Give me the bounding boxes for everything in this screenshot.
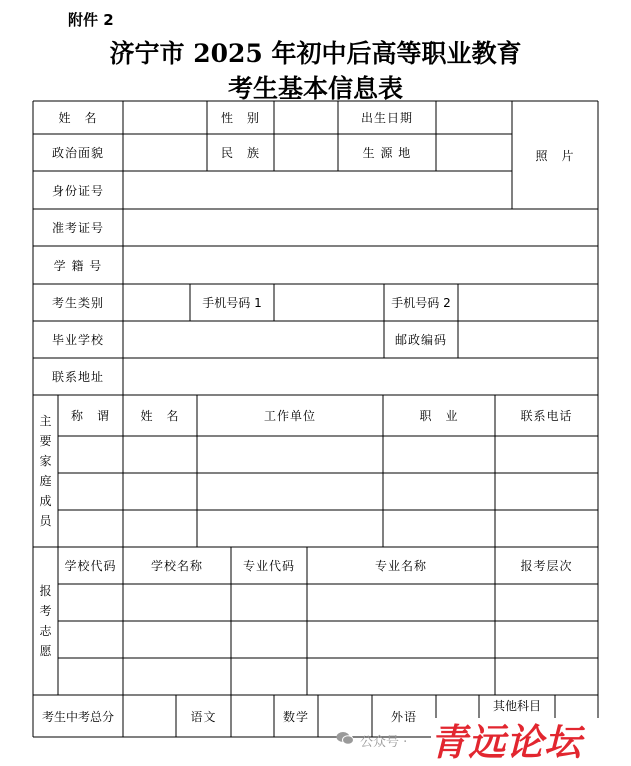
score-english-label: 外语	[390, 709, 417, 724]
gender-label: 性 别	[220, 111, 260, 125]
category-label: 考生类别	[51, 296, 104, 310]
wish-header-school-name: 学校名称	[150, 559, 203, 573]
exam-ticket-label: 准考证号	[51, 221, 104, 235]
address-label: 联系地址	[51, 370, 104, 384]
form-subtitle: 考生基本信息表	[227, 74, 403, 103]
watermark-account: 公众号 ·	[360, 735, 408, 750]
family-header-phone: 联系电话	[520, 409, 573, 423]
photo-label: 照 片	[535, 148, 575, 163]
score-chinese-label: 语文	[190, 709, 217, 724]
school-label: 毕业学校	[51, 333, 104, 347]
family-section-label	[33, 395, 58, 547]
origin-label: 生 源 地	[362, 146, 412, 160]
vertical-label-char: 家	[39, 454, 52, 468]
student-id-label: 学 籍 号	[53, 258, 103, 273]
family-header-workplace: 工作单位	[263, 409, 316, 423]
vertical-label-char: 主	[39, 414, 52, 428]
postcode-label: 邮政编码	[394, 333, 447, 347]
political-status-label: 政治面貌	[51, 146, 104, 160]
vertical-label-char: 愿	[39, 644, 52, 658]
id-number-label: 身份证号	[51, 183, 104, 198]
ethnicity-label: 民 族	[220, 146, 260, 160]
birth-date-label: 出生日期	[360, 111, 413, 125]
phone1-label: 手机号码 1	[202, 296, 262, 310]
vertical-label-char: 志	[39, 624, 52, 638]
family-header-relation: 称 谓	[70, 409, 110, 423]
vertical-label-char: 考	[39, 604, 52, 618]
wish-header-major-name: 专业名称	[374, 559, 427, 573]
wish-header-school-code: 学校代码	[64, 559, 117, 573]
family-header-occupation: 职 业	[419, 409, 459, 423]
wishes-section-label	[33, 547, 58, 695]
score-total-label: 考生中考总分	[41, 709, 114, 724]
name-label: 姓 名	[58, 111, 98, 125]
watermark-brand: 青远论坛	[430, 721, 582, 764]
vertical-label-char: 庭	[39, 474, 52, 488]
phone2-label: 手机号码 2	[391, 296, 451, 310]
vertical-label-char: 报	[39, 584, 52, 598]
form-title: 济宁市 2025 年初中后高等职业教育	[109, 39, 522, 68]
attachment-label: 附件 2	[68, 11, 114, 29]
score-other-label: 其他科目	[492, 698, 541, 713]
wechat-icon	[336, 731, 354, 745]
vertical-label-char: 要	[39, 434, 52, 448]
vertical-label-char: 员	[39, 514, 52, 528]
vertical-label-char: 成	[39, 494, 52, 508]
family-header-name: 姓 名	[140, 409, 180, 423]
score-math-label: 数学	[282, 709, 309, 724]
wish-header-major-code: 专业代码	[242, 559, 295, 573]
wish-header-level: 报考层次	[520, 559, 573, 573]
